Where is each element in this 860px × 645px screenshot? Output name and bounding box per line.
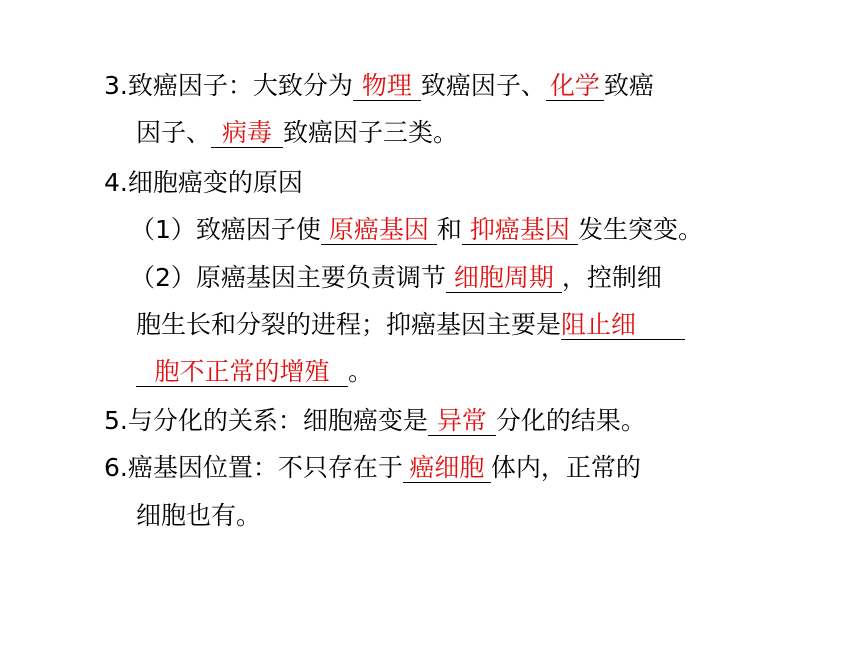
item-3-text-c: 致癌 [603,71,654,100]
answer-cancer-cell: 癌细胞 [403,454,491,483]
answer-physical: 物理 [353,72,421,101]
answer-abnormal: 异常 [428,407,496,436]
item-6-line-2: 细胞也有。 [136,501,262,530]
item-6-line-1 [104,452,641,484]
item-4-sub-2-line-1 [130,262,662,294]
item-6-text-b: 体内，正常的 [490,453,641,482]
answer-tumor-suppressor: 抑癌基因 [462,216,578,245]
item-4-sub-2-text-b: ，控制细 [561,263,662,292]
answer-prevent-part-1: 阻止细 [561,311,685,340]
answer-chemical: 化学 [546,72,604,101]
item-4-sub-2-text-a: （2）原癌基因主要负责调节 [130,263,446,292]
item-3-text-a: 3.致癌因子：大致分为 [104,71,353,100]
item-4-sub-2-line-3 [136,356,373,388]
item-4-sub-1-text-a: （1）致癌因子使 [130,215,321,244]
item-4-sub-1-text-c: 发生突变。 [577,215,703,244]
item-3-line-1 [104,70,654,102]
item-5-text-a: 5.与分化的关系：细胞癌变是 [104,406,428,435]
item-4-sub-1 [130,214,703,246]
item-3-text-d: 因子、 [136,118,212,147]
answer-proto-oncogene: 原癌基因 [321,216,437,245]
item-4-sub-2-line-2 [136,309,685,341]
item-5-text-b: 分化的结果。 [495,406,646,435]
item-3-text-e: 致癌因子三类。 [283,118,459,147]
item-4-sub-2-text-c: 胞生长和分裂的进程；抑癌基因主要是 [136,310,562,339]
answer-virus: 病毒 [211,119,283,148]
item-5-line [104,405,646,437]
item-4-sub-1-text-b: 和 [436,215,462,244]
item-4-heading: 4.细胞癌变的原因 [104,168,303,197]
answer-prevent-part-2: 胞不正常的增殖 [136,358,348,387]
item-4-sub-2-text-d: 。 [348,357,374,386]
answer-cell-cycle: 细胞周期 [446,264,562,293]
item-3-line-2 [136,117,458,149]
item-3-text-b: 致癌因子、 [420,71,546,100]
item-6-text-a: 6.癌基因位置：不只存在于 [104,453,403,482]
